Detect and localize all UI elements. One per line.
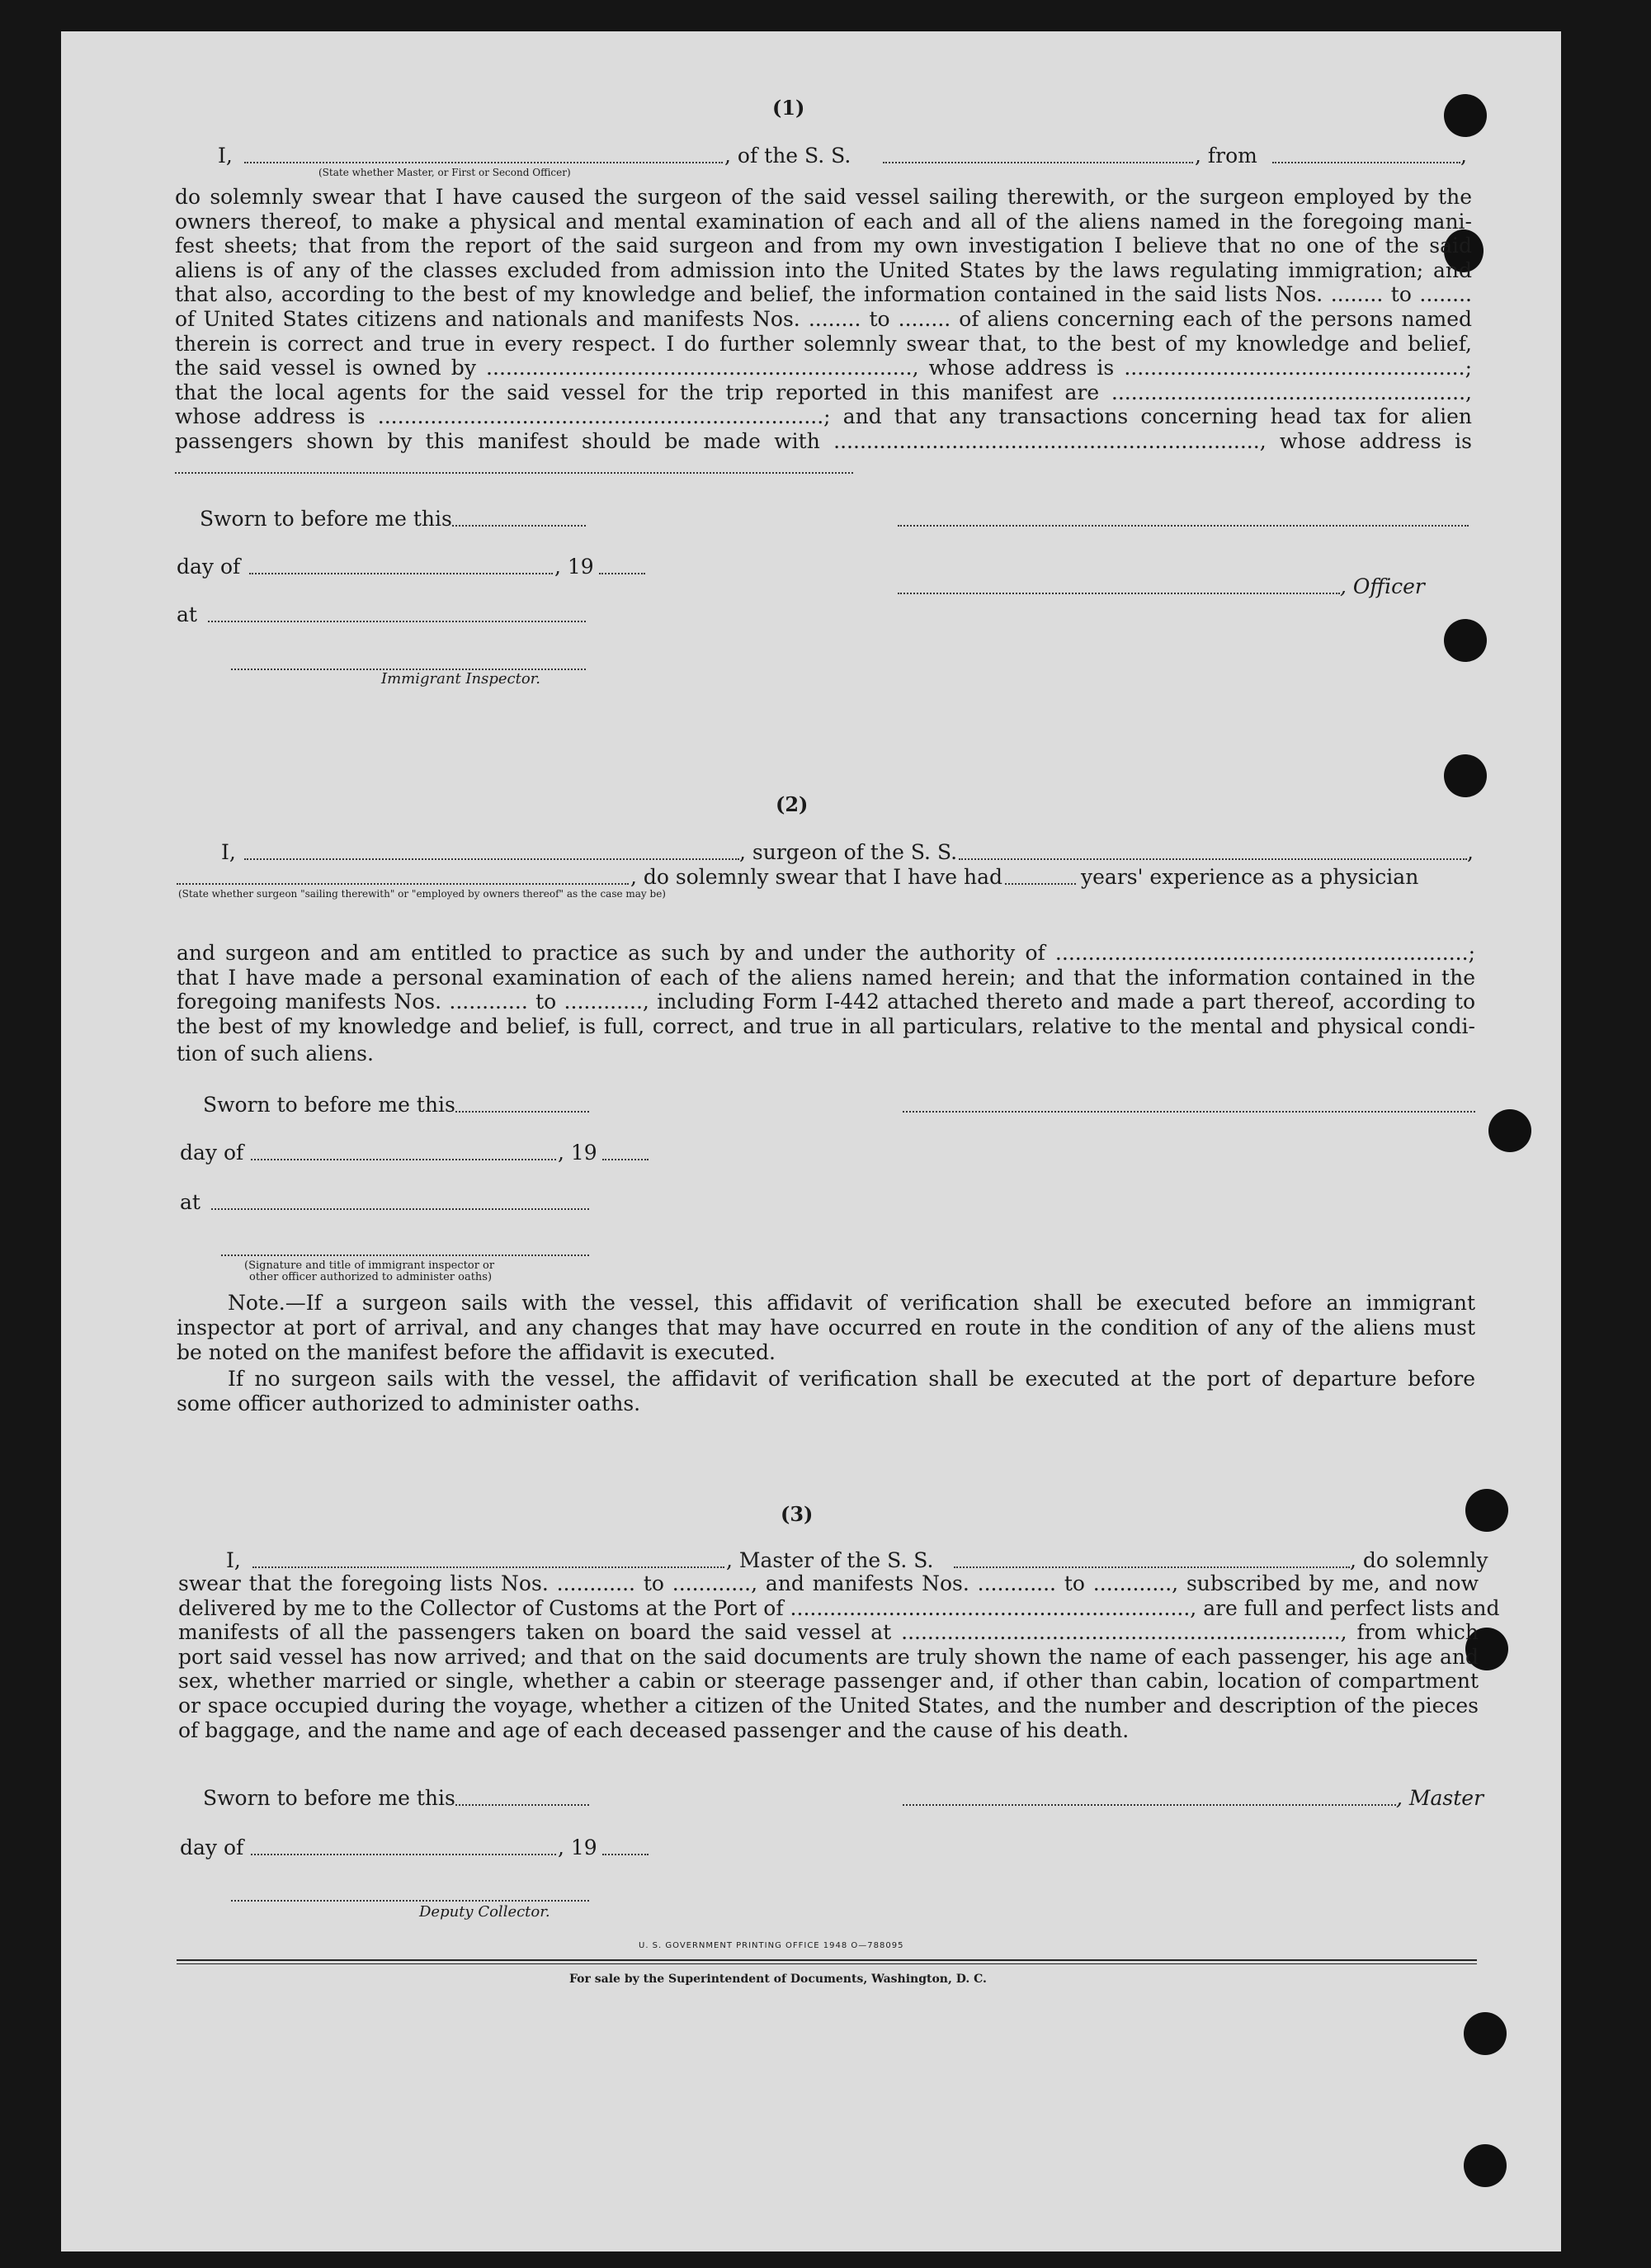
s2-note2 bbox=[228, 1367, 1475, 1392]
s3-deputy-sign-field bbox=[231, 1900, 589, 1902]
s2-body bbox=[177, 941, 1475, 1038]
s3-day-field bbox=[251, 1854, 556, 1855]
s2-year-label: , 19 bbox=[558, 1141, 597, 1165]
punch-hole bbox=[1444, 94, 1487, 137]
s1-at-label: at bbox=[177, 602, 197, 626]
punch-hole bbox=[1464, 2012, 1507, 2055]
s2-at-field bbox=[211, 1208, 589, 1210]
s1-at-field bbox=[208, 621, 586, 622]
s2-body-line: the best of my knowledge and belief, is full, correct, and true in all particulars, relative to the mental and physical condi- bbox=[177, 1014, 1475, 1038]
s1-address-field bbox=[175, 472, 853, 474]
s1-line1-i: I, bbox=[218, 144, 233, 168]
s2-line1-comma: , bbox=[1467, 840, 1474, 864]
s3-body-line: or space occupied during the voyage, whether a citizen of the United States, and the number and description of the pieces bbox=[178, 1693, 1479, 1718]
s2-line1-surgeon: , surgeon of the S. S. bbox=[739, 840, 958, 864]
s3-master-text: , Master bbox=[1396, 1786, 1484, 1810]
s2-sig-caption-1: (Signature and title of immigrant inspector or bbox=[244, 1259, 495, 1272]
s1-day-field bbox=[249, 573, 553, 574]
s2-note-last: be noted on the manifest before the affidavit is executed. bbox=[177, 1340, 776, 1364]
s1-body-line: that the local agents for the said vessel for the trip reported in this manifest are ......................................................, bbox=[175, 380, 1472, 404]
s2-sig-caption-2: other officer authorized to administer oaths) bbox=[249, 1271, 493, 1283]
s2-inspector-sign-field bbox=[221, 1254, 589, 1256]
s3-day-of-label: day of bbox=[180, 1836, 244, 1859]
s2-note-line: Note.—If a surgeon sails with the vessel, this affidavit of verification shall be executed before an immigrant bbox=[228, 1291, 1475, 1315]
s2-years-field bbox=[1005, 883, 1076, 885]
s1-ship-field bbox=[883, 162, 1193, 163]
section-1-number: (1) bbox=[772, 96, 805, 120]
gpo-imprint: U. S. GOVERNMENT PRINTING OFFICE 1948 O—788095 bbox=[639, 1941, 904, 1950]
s2-line1-i: I, bbox=[221, 840, 236, 864]
s2-note2-line: If no surgeon sails with the vessel, the affidavit of verification shall be executed at the port of departure before bbox=[228, 1367, 1475, 1391]
punch-hole bbox=[1444, 619, 1487, 662]
document-page bbox=[61, 31, 1561, 2251]
s1-day-of-label: day of bbox=[177, 555, 241, 579]
s2-note-cont bbox=[177, 1316, 1475, 1340]
s1-line1-of: , of the S. S. bbox=[724, 144, 851, 168]
s2-day-field bbox=[251, 1159, 556, 1160]
s3-body-line: sex, whether married or single, whether a cabin or steerage passenger and, if other than cabin, location of compartment bbox=[178, 1669, 1479, 1694]
s1-year-label: , 19 bbox=[554, 555, 594, 579]
s1-body-line: whose address is ....................................................................; and that any transactions concerning head tax for alien bbox=[175, 404, 1472, 429]
s3-deputy-caption: Deputy Collector. bbox=[419, 1903, 550, 1921]
s3-line1-master: , Master of the S. S. bbox=[726, 1548, 934, 1572]
s1-officer-sign-field bbox=[898, 593, 1340, 594]
s3-line1-swear: , do solemnly bbox=[1350, 1548, 1488, 1572]
s1-body-line: aliens is of any of the classes excluded from admission into the United States by the laws regulating immigration; and bbox=[175, 258, 1472, 282]
s2-day-of-label: day of bbox=[180, 1141, 244, 1165]
section-3-number: (3) bbox=[781, 1502, 814, 1526]
s1-line1-comma: , bbox=[1460, 144, 1467, 168]
s1-signature-field bbox=[898, 525, 1469, 527]
footer-rule bbox=[177, 1963, 1477, 1964]
s2-at-label: at bbox=[180, 1190, 200, 1214]
s1-sworn-label: Sworn to before me this bbox=[200, 507, 452, 531]
s3-master-label bbox=[1396, 1786, 1484, 1810]
s3-line1-i: I, bbox=[226, 1548, 241, 1572]
s2-sworn-field bbox=[455, 1111, 589, 1113]
s1-body-line: of United States citizens and nationals and manifests Nos. ........ to ........ of aliens concerning each of the persons named bbox=[175, 306, 1472, 331]
s2-signature-field bbox=[903, 1111, 1475, 1113]
s2-body-last: tion of such aliens. bbox=[177, 1042, 374, 1065]
s2-type-field bbox=[177, 883, 629, 885]
s3-ship-field bbox=[954, 1566, 1350, 1568]
s2-note2-last: some officer authorized to administer oaths. bbox=[177, 1392, 641, 1415]
punch-hole bbox=[1488, 1109, 1531, 1152]
s2-body-line: foregoing manifests Nos. ............ to ............, including Form I-442 attached thereto and made a part thereof, according to bbox=[177, 990, 1475, 1014]
s1-year-field bbox=[599, 573, 645, 574]
s1-officer-text: , Officer bbox=[1340, 574, 1425, 598]
s1-body-line: do solemnly swear that I have caused the surgeon of the said vessel sailing therewith, or the surgeon employed by the bbox=[175, 185, 1472, 209]
s1-officer-field bbox=[244, 162, 723, 163]
footer-rule bbox=[177, 1959, 1477, 1961]
s2-note bbox=[177, 1291, 1475, 1316]
s3-master-name-field bbox=[252, 1566, 724, 1568]
punch-hole bbox=[1444, 754, 1487, 797]
s1-body-line: owners thereof, to make a physical and mental examination of each and all of the aliens named in the foregoing mani- bbox=[175, 209, 1472, 234]
s3-sworn-label: Sworn to before me this bbox=[203, 1786, 455, 1810]
s3-body-last: of baggage, and the name and age of each deceased passenger and the cause of his death. bbox=[178, 1718, 1130, 1742]
s2-line2-years: years' experience as a physician bbox=[1081, 865, 1419, 889]
s2-ship-field bbox=[959, 858, 1467, 860]
s1-body-line: fest sheets; that from the report of the said surgeon and from my own investigation I believe that no one of the said bbox=[175, 234, 1472, 258]
s2-year-field bbox=[602, 1159, 649, 1160]
footer-sale-note: For sale by the Superintendent of Documents, Washington, D. C. bbox=[569, 1973, 987, 1986]
s2-note-line: inspector at port of arrival, and any changes that may have occurred en route in the condition of any of the aliens must bbox=[177, 1316, 1475, 1340]
punch-hole bbox=[1464, 2144, 1507, 2187]
s1-body bbox=[175, 185, 1472, 454]
s2-body-line: that I have made a personal examination of each of the aliens named herein; and that the information contained in the bbox=[177, 965, 1475, 990]
s2-body-line: and surgeon and am entitled to practice as such by and under the authority of ...............................................................; bbox=[177, 941, 1475, 965]
s3-body-line: port said vessel has now arrived; and that on the said documents are truly shown the name of each passenger, his age and bbox=[178, 1644, 1479, 1669]
s3-year-field bbox=[602, 1854, 649, 1855]
s3-body-line: manifests of all the passengers taken on board the said vessel at ..................................................................., from which bbox=[178, 1620, 1479, 1645]
s3-body-line: delivered by me to the Collector of Customs at the Port of ............................................................., are full and perfect lists and bbox=[178, 1595, 1500, 1620]
section-2-number: (2) bbox=[776, 792, 809, 816]
s2-surgeon-caption: (State whether surgeon "sailing therewith" or "employed by owners thereof" as the case may be) bbox=[178, 888, 666, 900]
s1-body-line: that also, according to the best of my knowledge and belief, the information contained in the said lists Nos. ........ to ........ bbox=[175, 282, 1472, 307]
s3-year-label: , 19 bbox=[558, 1836, 597, 1859]
s1-line1-from: , from bbox=[1195, 144, 1257, 168]
s2-line2-swear: , do solemnly swear that I have had bbox=[630, 865, 1003, 889]
s2-sworn-label: Sworn to before me this bbox=[203, 1093, 455, 1117]
s1-officer-caption: (State whether Master, or First or Second Officer) bbox=[318, 167, 571, 178]
s1-body-line: passengers shown by this manifest should be made with ................................................................., whose address is bbox=[175, 428, 1472, 453]
s3-master-sign-field bbox=[903, 1804, 1396, 1806]
punch-hole bbox=[1465, 1489, 1508, 1532]
s2-surgeon-field bbox=[244, 858, 739, 860]
s3-body bbox=[178, 1571, 1500, 1718]
s1-sworn-field bbox=[452, 525, 586, 527]
s1-body-line: the said vessel is owned by ................................................................., whose address is ....................................................; bbox=[175, 356, 1472, 380]
s1-inspector-caption: Immigrant Inspector. bbox=[381, 670, 541, 687]
s1-officer-label bbox=[1340, 574, 1425, 598]
s3-sworn-field bbox=[455, 1804, 589, 1806]
s1-from-field bbox=[1272, 162, 1460, 163]
s3-body-line: swear that the foregoing lists Nos. ............ to ............, and manifests Nos. ............ to ............, subscribed by me, and now bbox=[178, 1571, 1479, 1595]
s1-body-line: therein is correct and true in every respect. I do further solemnly swear that, to the best of my knowledge and belief, bbox=[175, 331, 1472, 356]
